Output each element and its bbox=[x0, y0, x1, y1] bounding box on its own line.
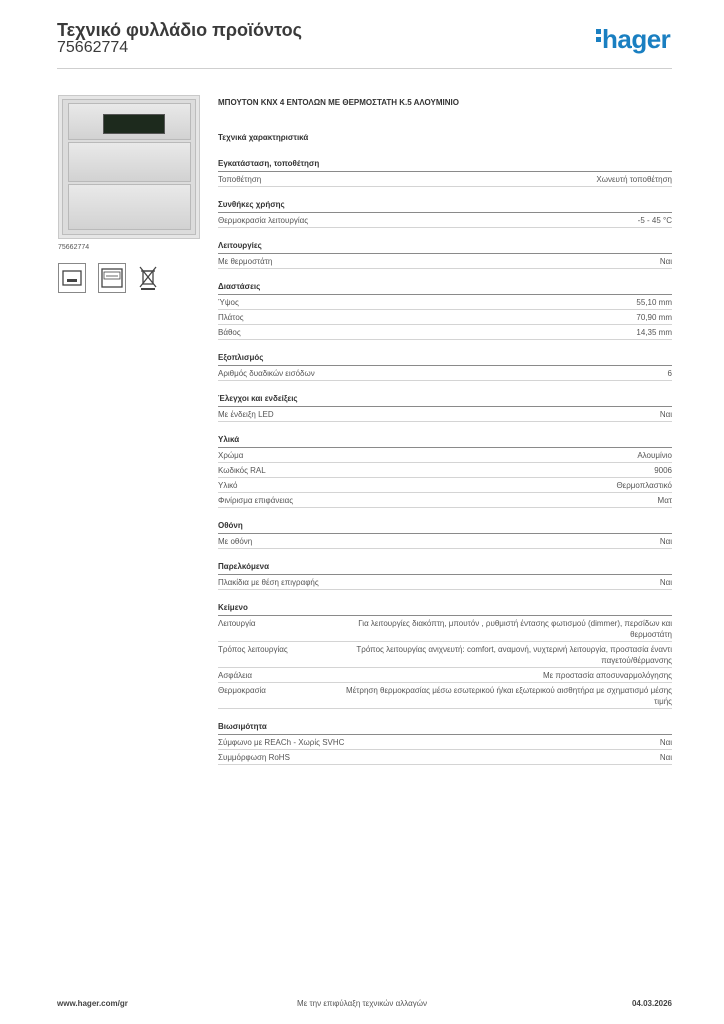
section-title: Εγκατάσταση, τοποθέτηση bbox=[218, 157, 672, 172]
spec-row bbox=[218, 366, 672, 381]
product-display bbox=[103, 114, 165, 134]
spec-row bbox=[218, 534, 672, 549]
spec-label: Ύψος bbox=[218, 298, 239, 307]
spec-value: Ναι bbox=[659, 257, 672, 266]
footer-date: 04.03.2026 bbox=[631, 999, 672, 1008]
spec-value: 70,90 mm bbox=[636, 313, 672, 322]
spec-row bbox=[218, 750, 672, 765]
spec-label: Συμμόρφωση RoHS bbox=[218, 753, 290, 762]
footer-website-link[interactable]: www.hager.com/gr bbox=[57, 999, 128, 1008]
logo-text: hager bbox=[602, 24, 671, 54]
spec-sections bbox=[218, 157, 672, 765]
page-title: Τεχνικό φυλλάδιο προϊόντος bbox=[57, 20, 302, 40]
spec-value: 55,10 mm bbox=[636, 298, 672, 307]
spec-row bbox=[218, 478, 672, 493]
spec-row bbox=[218, 407, 672, 422]
display-icon bbox=[98, 263, 126, 293]
spec-section bbox=[218, 720, 672, 765]
spec-row bbox=[218, 683, 672, 709]
product-rocker-bottom bbox=[68, 184, 191, 230]
spec-row bbox=[218, 735, 672, 750]
spec-label: Τοποθέτηση bbox=[218, 175, 262, 184]
spec-section bbox=[218, 519, 672, 549]
product-image bbox=[58, 95, 200, 239]
spec-label: Φινίρισμα επιφάνειας bbox=[218, 496, 294, 505]
spec-label: Αριθμός δυαδικών εισόδων bbox=[218, 369, 315, 378]
spec-label: Πλάτος bbox=[218, 313, 244, 322]
spec-section bbox=[218, 601, 672, 709]
spec-content bbox=[218, 96, 672, 765]
image-caption: 75662774 bbox=[58, 244, 90, 251]
spec-label: Με οθόνη bbox=[218, 537, 253, 546]
spec-value: Ναι bbox=[659, 753, 672, 762]
spec-row bbox=[218, 575, 672, 590]
spec-section bbox=[218, 392, 672, 422]
spec-value: Ναι bbox=[659, 410, 672, 419]
spec-section bbox=[218, 351, 672, 381]
product-rocker-middle bbox=[68, 142, 191, 182]
section-title: Έλεγχοι και ενδείξεις bbox=[218, 392, 672, 407]
spec-label: Κωδικός RAL bbox=[218, 466, 266, 475]
logo-mark-icon bbox=[596, 26, 602, 45]
spec-value: 9006 bbox=[654, 466, 672, 475]
spec-row bbox=[218, 172, 672, 187]
spec-label: Με θερμοστάτη bbox=[218, 257, 273, 266]
spec-label: Ασφάλεια bbox=[218, 671, 253, 680]
spec-section bbox=[218, 198, 672, 228]
footer-note: Με την επιφύλαξη τεχνικών αλλαγών bbox=[297, 999, 427, 1008]
spec-row bbox=[218, 642, 672, 668]
spec-row bbox=[218, 493, 672, 508]
product-rocker-top bbox=[68, 103, 191, 140]
spec-row bbox=[218, 310, 672, 325]
spec-value: Ναι bbox=[659, 578, 672, 587]
spec-value: Χωνευτή τοποθέτηση bbox=[596, 175, 672, 184]
spec-value: Τρόπος λειτουργίας ανιχνευτή: comfort, αναμονή, νυχτερινή λειτουργία, προστασία έναντι παγετού/θέρμανσης bbox=[356, 645, 672, 665]
spec-row bbox=[218, 213, 672, 228]
spec-value: -5 - 45 °C bbox=[637, 216, 672, 225]
section-title: Οθόνη bbox=[218, 519, 672, 534]
section-title: Εξοπλισμός bbox=[218, 351, 672, 366]
spec-label: Πλακίδια με θέση επιγραφής bbox=[218, 578, 319, 587]
spec-value: 14,35 mm bbox=[636, 328, 672, 337]
spec-value: Ναι bbox=[659, 537, 672, 546]
spec-section bbox=[218, 157, 672, 187]
spec-row bbox=[218, 668, 672, 683]
spec-section bbox=[218, 239, 672, 269]
section-title: Συνθήκες χρήσης bbox=[218, 198, 672, 213]
product-name: ΜΠΟΥΤΟΝ KNX 4 ΕΝΤΟΛΩΝ ΜΕ ΘΕΡΜΟΣΤΑΤΗ Κ.5 ΑΛΟΥΜΙΝΙΟ bbox=[218, 98, 459, 107]
header-divider bbox=[57, 68, 672, 69]
spec-label: Λειτουργία bbox=[218, 619, 256, 628]
spec-row bbox=[218, 254, 672, 269]
spec-label: Χρώμα bbox=[218, 451, 244, 460]
spec-value: Ναι bbox=[659, 738, 672, 747]
product-code: 75662774 bbox=[57, 39, 129, 56]
spec-value: Θερμοπλαστικό bbox=[616, 481, 672, 490]
spec-value: 6 bbox=[667, 369, 672, 378]
spec-value: Για λειτουργίες διακόπτη, μπουτόν , ρυθμιστή έντασης φωτισμού (dimmer), περσίδων και θερμοστάτη bbox=[358, 619, 672, 639]
spec-value: Αλουμίνιο bbox=[637, 451, 672, 460]
specs-title: Τεχνικά χαρακτηριστικά bbox=[218, 133, 309, 142]
spec-label: Σύμφωνο με REACh - Χωρίς SVHC bbox=[218, 738, 345, 747]
section-title: Διαστάσεις bbox=[218, 280, 672, 295]
spec-row bbox=[218, 295, 672, 310]
spec-row bbox=[218, 463, 672, 478]
section-title: Υλικά bbox=[218, 433, 672, 448]
spec-label: Υλικό bbox=[218, 481, 238, 490]
spec-section bbox=[218, 433, 672, 508]
product-plate bbox=[62, 99, 196, 235]
spec-label: Τρόπος λειτουργίας bbox=[218, 645, 288, 654]
flush-mount-icon bbox=[58, 263, 86, 293]
section-title: Παρελκόμενα bbox=[218, 560, 672, 575]
section-title: Λειτουργίες bbox=[218, 239, 672, 254]
spec-label: Θερμοκρασία bbox=[218, 686, 266, 695]
spec-section bbox=[218, 560, 672, 590]
hager-logo[interactable] bbox=[596, 24, 670, 55]
spec-value: Με προστασία αποσυναρμολόγησης bbox=[542, 671, 672, 680]
spec-label: Θερμοκρασία λειτουργίας bbox=[218, 216, 309, 225]
weee-bin-icon bbox=[135, 263, 161, 291]
spec-value: Ματ bbox=[657, 496, 672, 505]
section-title: Κείμενο bbox=[218, 601, 672, 616]
spec-row bbox=[218, 616, 672, 642]
spec-label: Βάθος bbox=[218, 328, 241, 337]
spec-label: Με ένδειξη LED bbox=[218, 410, 274, 419]
spec-row bbox=[218, 325, 672, 340]
spec-section bbox=[218, 280, 672, 340]
spec-row bbox=[218, 448, 672, 463]
spec-value: Μέτρηση θερμοκρασίας μέσω εσωτερικού ή/και εξωτερικού αισθητήρα με σχηματισμό μέσης τιμής bbox=[346, 686, 672, 706]
section-title: Βιωσιμότητα bbox=[218, 720, 672, 735]
